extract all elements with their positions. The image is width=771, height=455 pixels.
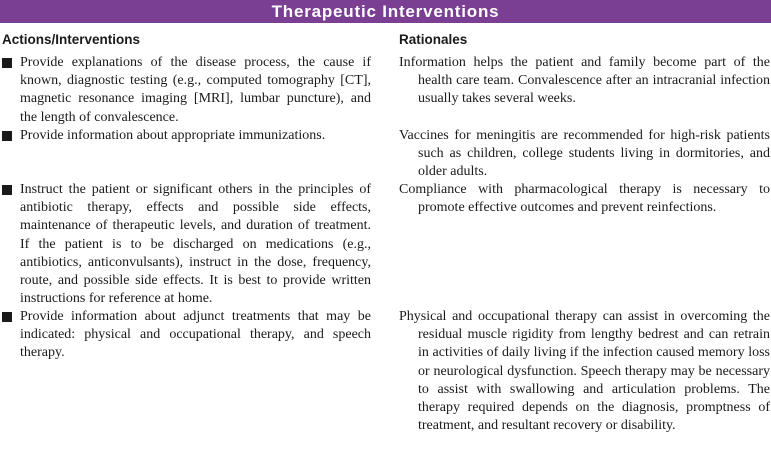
rationale-text: Compliance with pharmacological therapy is necessary to promote effective outcomes and prevent reinfections. bbox=[399, 182, 770, 216]
rationale-text: Physical and occupational therapy can assist in overcoming the residual muscle rigidity from lengthy bedrest and can retrain in activities of daily living if the infection caused memory loss or neurological dysfunction. Speech therapy may be necessary to assist with swallowing and articulation problems. The therapy required depends on the diagnosis, promptness of treatment, and resultant recovery or disability. bbox=[399, 309, 770, 434]
action-item bbox=[2, 54, 371, 127]
action-item bbox=[2, 181, 371, 308]
square-bullet-icon bbox=[2, 58, 12, 68]
action-text: Instruct the patient or significant others in the principles of antibiotic therapy, effects and possible side effects, maintenance of therapeutic levels, and duration of treatment. If the patient is to be discharged on medications (e.g., antibiotics, anticonvulsants), instruct in the dose, frequency, route, and possible side effects. It is best to provide written instructions for reference at home. bbox=[20, 182, 371, 307]
rationale-text: Information helps the patient and family become part of the health care team. Convalescence after an intracranial infection usually takes several weeks. bbox=[399, 55, 770, 107]
rationale-text: Vaccines for meningitis are recommended for high-risk patients such as children, college students living in dormitories, and older adults. bbox=[399, 128, 770, 180]
square-bullet-icon bbox=[2, 131, 12, 141]
action-item bbox=[2, 127, 371, 145]
column-header-actions: Actions/Interventions bbox=[2, 32, 141, 47]
action-text: Provide information about adjunct treatments that may be indicated: physical and occupational therapy, and speech therapy. bbox=[20, 309, 371, 361]
square-bullet-icon bbox=[2, 312, 12, 322]
square-bullet-icon bbox=[2, 185, 12, 195]
action-item bbox=[2, 308, 371, 363]
section-banner: Therapeutic Interventions bbox=[0, 0, 771, 23]
action-text: Provide explanations of the disease process, the cause if known, diagnostic testing (e.g., computed tomography [CT], magnetic resonance imaging [MRI], lumbar puncture), and the length of convalescence. bbox=[20, 55, 371, 125]
action-text: Provide information about appropriate immunizations. bbox=[20, 128, 326, 143]
column-header-rationales: Rationales bbox=[399, 32, 468, 47]
